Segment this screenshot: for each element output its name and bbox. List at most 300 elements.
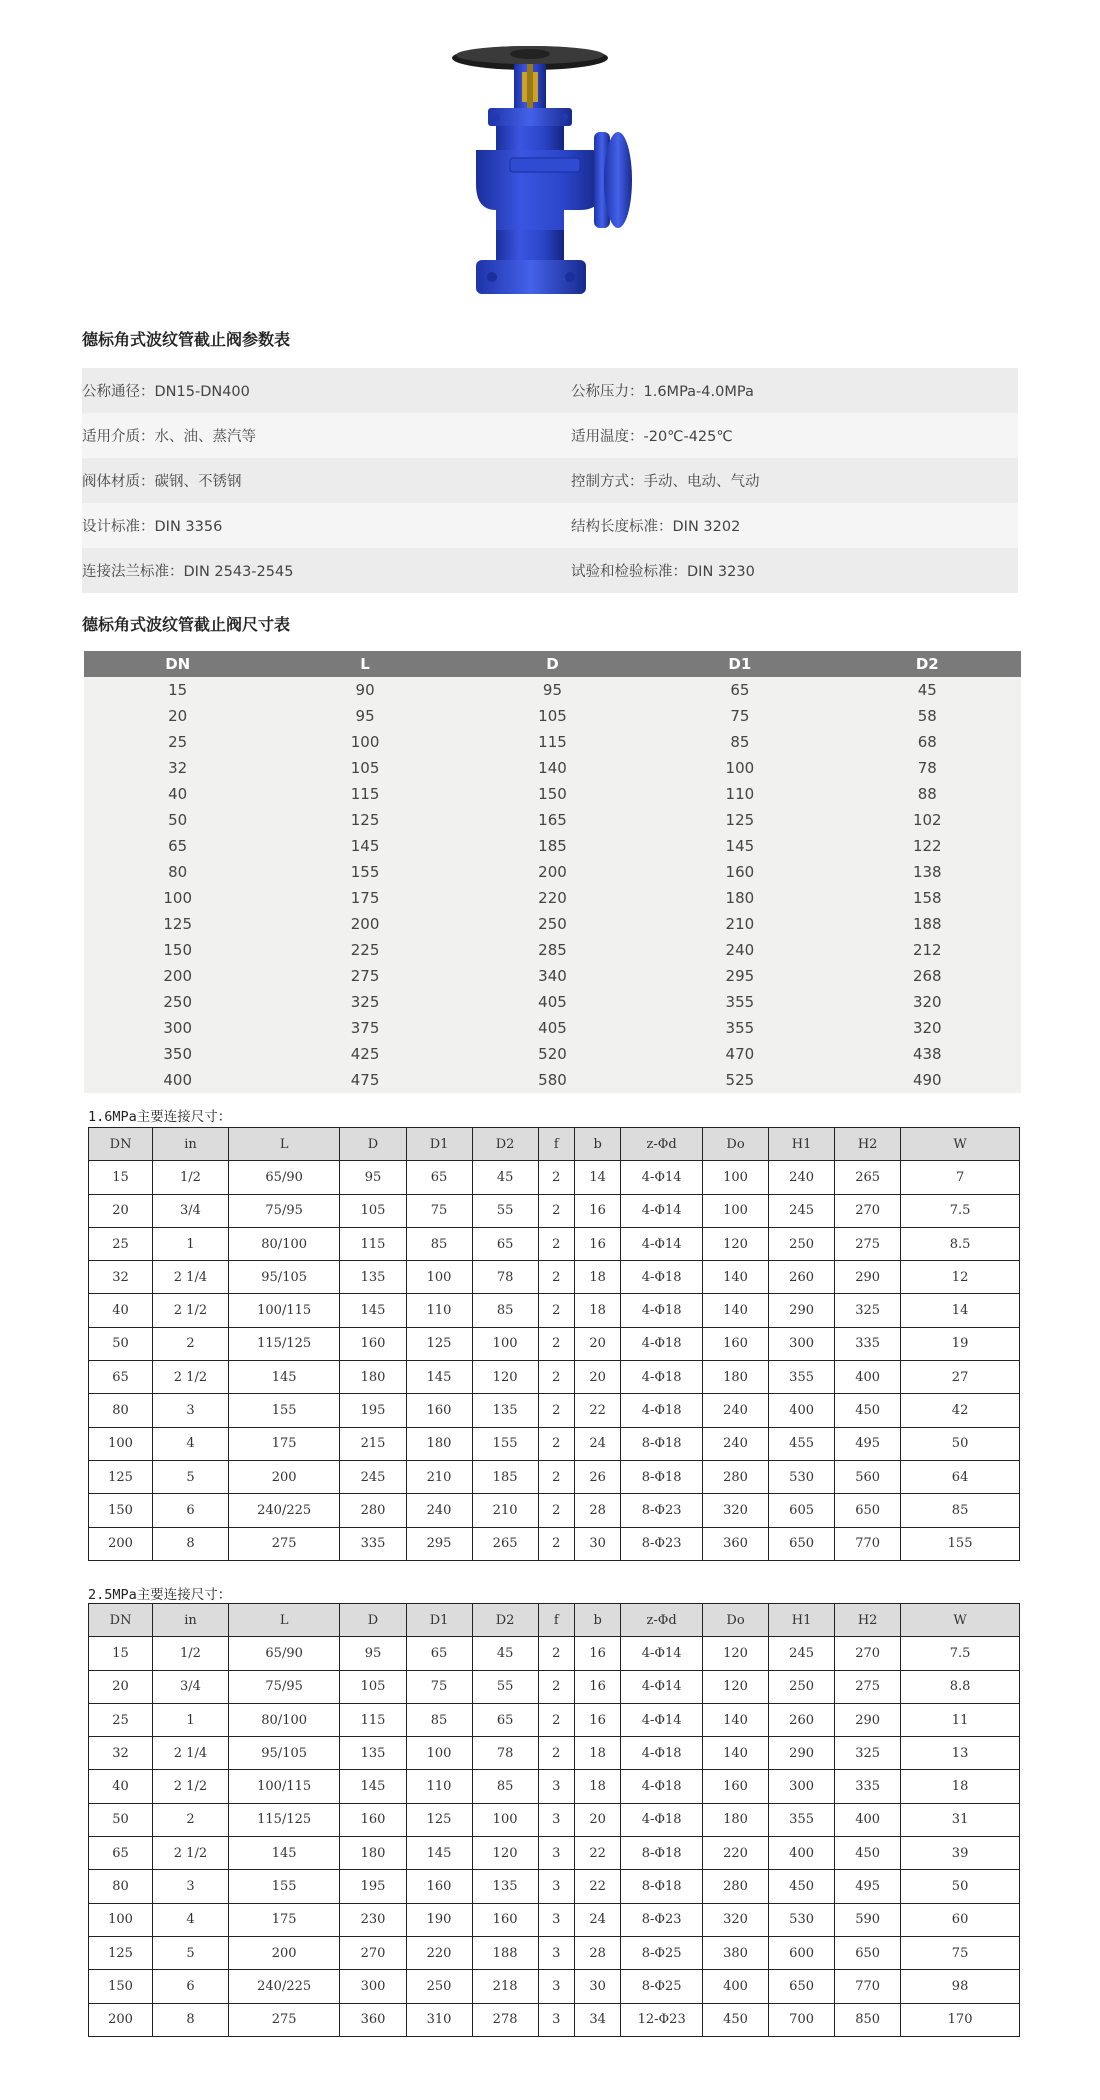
table-cell: 32 [89, 1261, 153, 1294]
table-cell: 30 [574, 1527, 620, 1560]
table-cell: 140 [703, 1703, 769, 1736]
param-cell: 适用温度：-20℃-425℃ [571, 429, 733, 445]
table-cell: 290 [769, 1294, 835, 1327]
table-cell: 64 [901, 1460, 1020, 1493]
table-cell: 380 [703, 1936, 769, 1969]
table-cell: 125 [84, 911, 271, 937]
table-cell: 65 [472, 1703, 538, 1736]
table-cell: 335 [835, 1327, 901, 1360]
column-header: Do [703, 1604, 769, 1637]
table-cell: 240 [769, 1161, 835, 1194]
table-cell: 150 [459, 781, 646, 807]
table-cell: 495 [835, 1870, 901, 1903]
table-cell: 65 [472, 1227, 538, 1260]
table-cell: 360 [703, 1527, 769, 1560]
table-row [84, 755, 1021, 781]
table-cell: 80 [89, 1870, 153, 1903]
table-cell: 2 [153, 1327, 229, 1360]
table-cell: 24 [574, 1903, 620, 1936]
table-cell: 20 [574, 1803, 620, 1836]
table-cell: 115 [340, 1703, 406, 1736]
table-cell: 140 [703, 1294, 769, 1327]
table-cell: 530 [769, 1460, 835, 1493]
table-cell: 7.5 [901, 1194, 1020, 1227]
table-cell: 20 [89, 1670, 153, 1703]
table-cell: 8 [153, 2003, 229, 2036]
pn16-table [88, 1127, 1020, 1561]
table-cell: 455 [769, 1427, 835, 1460]
table-cell: 42 [901, 1394, 1020, 1427]
table-cell: 2 [538, 1394, 574, 1427]
table-cell: 65/90 [228, 1161, 340, 1194]
table-cell: 2 [538, 1194, 574, 1227]
table-cell: 160 [646, 859, 833, 885]
table-cell: 2 [538, 1227, 574, 1260]
table-cell: 1/2 [153, 1637, 229, 1670]
table-cell: 3 [153, 1870, 229, 1903]
table-cell: 115 [271, 781, 458, 807]
table-cell: 155 [472, 1427, 538, 1460]
table-cell: 185 [472, 1460, 538, 1493]
table-row [89, 1670, 1020, 1703]
table-cell: 425 [271, 1041, 458, 1067]
table-row [89, 1970, 1020, 2003]
table-cell: 115/125 [228, 1803, 340, 1836]
table-cell: 4-Φ14 [621, 1703, 703, 1736]
table-cell: 270 [340, 1936, 406, 1969]
table-cell: 325 [835, 1737, 901, 1770]
table-cell: 8-Φ23 [621, 1903, 703, 1936]
table-cell: 180 [703, 1803, 769, 1836]
table-cell: 102 [834, 807, 1021, 833]
column-header: Do [703, 1128, 769, 1161]
table-cell: 2 [538, 1161, 574, 1194]
table-cell: 405 [459, 1015, 646, 1041]
table-row [84, 885, 1021, 911]
table-row [89, 1837, 1020, 1870]
dims-table [84, 651, 1021, 1093]
table-cell: 280 [703, 1870, 769, 1903]
table-cell: 275 [835, 1670, 901, 1703]
table-cell: 105 [271, 755, 458, 781]
column-header: b [574, 1604, 620, 1637]
table-cell: 650 [835, 1494, 901, 1527]
table-cell: 75/95 [228, 1670, 340, 1703]
table-cell: 60 [901, 1903, 1020, 1936]
table-row [89, 1194, 1020, 1227]
column-header: in [153, 1604, 229, 1637]
table-cell: 95/105 [228, 1737, 340, 1770]
table-row [84, 989, 1021, 1015]
table-cell: 240/225 [228, 1970, 340, 2003]
table-cell: 50 [901, 1427, 1020, 1460]
table-cell: 90 [271, 677, 458, 703]
param-row [82, 458, 1018, 503]
param-row [82, 548, 1018, 593]
table-cell: 560 [835, 1460, 901, 1493]
table-cell: 4-Φ18 [621, 1394, 703, 1427]
dims-table-title: 德标角式波纹管截止阀尺寸表 [82, 615, 291, 634]
table-cell: 295 [406, 1527, 472, 1560]
table-cell: 260 [769, 1261, 835, 1294]
table-row [89, 1394, 1020, 1427]
column-header: D1 [406, 1128, 472, 1161]
table-cell: 145 [228, 1361, 340, 1394]
table-cell: 12-Φ23 [621, 2003, 703, 2036]
table-cell: 8-Φ25 [621, 1970, 703, 2003]
table-cell: 15 [89, 1161, 153, 1194]
table-cell: 188 [834, 911, 1021, 937]
table-cell: 115 [340, 1227, 406, 1260]
table-row [89, 1903, 1020, 1936]
table-cell: 270 [835, 1637, 901, 1670]
table-cell: 15 [84, 677, 271, 703]
table-cell: 495 [835, 1427, 901, 1460]
table-cell: 100/115 [228, 1294, 340, 1327]
column-header: D2 [472, 1604, 538, 1637]
table-cell: 8-Φ18 [621, 1870, 703, 1903]
table-cell: 438 [834, 1041, 1021, 1067]
column-header: H1 [769, 1604, 835, 1637]
table-cell: 68 [834, 729, 1021, 755]
table-cell: 285 [459, 937, 646, 963]
table-cell: 50 [84, 807, 271, 833]
table-row [89, 1637, 1020, 1670]
table-row [89, 1294, 1020, 1327]
column-header: z-Φd [621, 1604, 703, 1637]
table-cell: 120 [703, 1637, 769, 1670]
table-cell: 95 [271, 703, 458, 729]
table-cell: 145 [646, 833, 833, 859]
table-row [84, 937, 1021, 963]
table-cell: 375 [271, 1015, 458, 1041]
table-cell: 600 [769, 1936, 835, 1969]
table-cell: 4 [153, 1903, 229, 1936]
table-cell: 45 [472, 1637, 538, 1670]
table-row [84, 1041, 1021, 1067]
table-cell: 275 [271, 963, 458, 989]
table-cell: 15 [89, 1637, 153, 1670]
table-cell: 65 [406, 1161, 472, 1194]
table-cell: 195 [340, 1394, 406, 1427]
table-cell: 200 [89, 2003, 153, 2036]
table-cell: 245 [340, 1460, 406, 1493]
table-cell: 78 [472, 1261, 538, 1294]
table-cell: 450 [835, 1837, 901, 1870]
table-cell: 25 [89, 1227, 153, 1260]
table-cell: 25 [89, 1703, 153, 1736]
table-cell: 5 [153, 1936, 229, 1969]
table-cell: 295 [646, 963, 833, 989]
table-cell: 200 [228, 1460, 340, 1493]
param-cell: 公称压力：1.6MPa-4.0MPa [571, 384, 754, 400]
column-header: f [538, 1604, 574, 1637]
table-row [89, 1936, 1020, 1969]
table-cell: 110 [646, 781, 833, 807]
table-cell: 20 [89, 1194, 153, 1227]
table-cell: 188 [472, 1936, 538, 1969]
table-cell: 3 [538, 1870, 574, 1903]
table-cell: 355 [646, 1015, 833, 1041]
table-cell: 220 [406, 1936, 472, 1969]
table-cell: 115 [459, 729, 646, 755]
table-cell: 16 [574, 1194, 620, 1227]
table-cell: 180 [340, 1361, 406, 1394]
table-cell: 300 [769, 1770, 835, 1803]
table-cell: 100 [84, 885, 271, 911]
table-row [84, 963, 1021, 989]
table-cell: 195 [340, 1870, 406, 1903]
table-cell: 268 [834, 963, 1021, 989]
table-cell: 40 [89, 1770, 153, 1803]
table-cell: 100 [472, 1803, 538, 1836]
table-cell: 2 [538, 1327, 574, 1360]
table-cell: 145 [340, 1294, 406, 1327]
table-cell: 8-Φ18 [621, 1837, 703, 1870]
table-row [84, 729, 1021, 755]
table-cell: 160 [406, 1870, 472, 1903]
table-cell: 135 [340, 1261, 406, 1294]
table-cell: 2 1/2 [153, 1294, 229, 1327]
table-cell: 155 [228, 1394, 340, 1427]
table-cell: 145 [340, 1770, 406, 1803]
table-cell: 13 [901, 1737, 1020, 1770]
table-cell: 400 [769, 1394, 835, 1427]
table-cell: 1/2 [153, 1161, 229, 1194]
table-cell: 160 [340, 1327, 406, 1360]
table-cell: 650 [835, 1936, 901, 1969]
table-cell: 18 [574, 1737, 620, 1770]
table-cell: 180 [406, 1427, 472, 1460]
table-cell: 122 [834, 833, 1021, 859]
table-cell: 650 [769, 1527, 835, 1560]
param-cell: 控制方式：手动、电动、气动 [571, 474, 760, 490]
column-header: W [901, 1604, 1020, 1637]
table-cell: 355 [646, 989, 833, 1015]
table-cell: 135 [472, 1394, 538, 1427]
table-cell: 55 [472, 1194, 538, 1227]
table-cell: 145 [228, 1837, 340, 1870]
table-cell: 350 [84, 1041, 271, 1067]
table-cell: 100 [89, 1427, 153, 1460]
table-cell: 2 [538, 1527, 574, 1560]
table-cell: 4-Φ14 [621, 1670, 703, 1703]
table-cell: 80 [84, 859, 271, 885]
table-cell: 20 [574, 1361, 620, 1394]
table-cell: 160 [472, 1903, 538, 1936]
table-cell: 4-Φ18 [621, 1361, 703, 1394]
table-cell: 135 [472, 1870, 538, 1903]
table-cell: 158 [834, 885, 1021, 911]
table-cell: 110 [406, 1294, 472, 1327]
table-cell: 355 [769, 1361, 835, 1394]
table-cell: 300 [340, 1970, 406, 2003]
table-cell: 450 [769, 1870, 835, 1903]
table-cell: 145 [271, 833, 458, 859]
table-cell: 320 [834, 1015, 1021, 1041]
table-cell: 175 [271, 885, 458, 911]
table-cell: 160 [703, 1770, 769, 1803]
table-cell: 8 [153, 1527, 229, 1560]
table-cell: 275 [228, 1527, 340, 1560]
table-row [89, 1261, 1020, 1294]
table-cell: 2 1/2 [153, 1770, 229, 1803]
column-header: f [538, 1128, 574, 1161]
table-cell: 19 [901, 1327, 1020, 1360]
table-cell: 160 [406, 1394, 472, 1427]
table-cell: 320 [703, 1494, 769, 1527]
table-cell: 165 [459, 807, 646, 833]
table-cell: 125 [406, 1803, 472, 1836]
column-header: z-Φd [621, 1128, 703, 1161]
table-cell: 200 [84, 963, 271, 989]
table-cell: 1 [153, 1227, 229, 1260]
table-cell: 200 [89, 1527, 153, 1560]
table-cell: 215 [340, 1427, 406, 1460]
table-cell: 280 [340, 1494, 406, 1527]
table-cell: 400 [769, 1837, 835, 1870]
table-cell: 75 [646, 703, 833, 729]
table-cell: 8.8 [901, 1670, 1020, 1703]
table-cell: 3 [538, 1837, 574, 1870]
table-cell: 22 [574, 1837, 620, 1870]
column-header: D [459, 651, 646, 677]
column-header: D [340, 1604, 406, 1637]
param-row [82, 413, 1018, 458]
table-cell: 470 [646, 1041, 833, 1067]
table-row [89, 1361, 1020, 1394]
table-cell: 78 [834, 755, 1021, 781]
column-header: D2 [472, 1128, 538, 1161]
table-cell: 2 [538, 1737, 574, 1770]
table-cell: 770 [835, 1527, 901, 1560]
table-cell: 140 [703, 1261, 769, 1294]
table-cell: 85 [472, 1294, 538, 1327]
table-cell: 2 [538, 1703, 574, 1736]
table-cell: 490 [834, 1067, 1021, 1093]
table-cell: 88 [834, 781, 1021, 807]
table-cell: 140 [459, 755, 646, 781]
table-cell: 400 [835, 1361, 901, 1394]
table-cell: 160 [340, 1803, 406, 1836]
table-cell: 3 [538, 1903, 574, 1936]
table-cell: 280 [703, 1460, 769, 1493]
table-cell: 580 [459, 1067, 646, 1093]
table-cell: 240 [703, 1394, 769, 1427]
table-cell: 2 [538, 1261, 574, 1294]
table-cell: 300 [769, 1327, 835, 1360]
column-header: W [901, 1128, 1020, 1161]
table-cell: 210 [472, 1494, 538, 1527]
table-cell: 160 [703, 1327, 769, 1360]
table-cell: 18 [574, 1261, 620, 1294]
column-header: in [153, 1128, 229, 1161]
table-cell: 45 [472, 1161, 538, 1194]
table-cell: 80/100 [228, 1227, 340, 1260]
table-cell: 218 [472, 1970, 538, 2003]
table-cell: 270 [835, 1194, 901, 1227]
table-cell: 50 [89, 1803, 153, 1836]
table-cell: 34 [574, 2003, 620, 2036]
table-cell: 450 [703, 2003, 769, 2036]
table-cell: 28 [574, 1936, 620, 1969]
table-cell: 50 [901, 1870, 1020, 1903]
table-cell: 105 [459, 703, 646, 729]
table-cell: 75 [406, 1670, 472, 1703]
table-cell: 100 [406, 1261, 472, 1294]
table-cell: 24 [574, 1427, 620, 1460]
table-cell: 300 [84, 1015, 271, 1041]
table-cell: 85 [646, 729, 833, 755]
table-cell: 250 [769, 1670, 835, 1703]
table-cell: 340 [459, 963, 646, 989]
table-cell: 18 [901, 1770, 1020, 1803]
table-cell: 278 [472, 2003, 538, 2036]
column-header: L [271, 651, 458, 677]
table-cell: 125 [646, 807, 833, 833]
table-cell: 400 [703, 1970, 769, 2003]
table-cell: 6 [153, 1494, 229, 1527]
table-cell: 4-Φ18 [621, 1294, 703, 1327]
table-cell: 200 [271, 911, 458, 937]
table-cell: 4-Φ18 [621, 1770, 703, 1803]
table-cell: 4-Φ18 [621, 1327, 703, 1360]
table-cell: 200 [228, 1936, 340, 1969]
table-cell: 4-Φ18 [621, 1803, 703, 1836]
params-table-title: 德标角式波纹管截止阀参数表 [82, 330, 291, 349]
table-cell: 275 [835, 1227, 901, 1260]
table-cell: 14 [901, 1294, 1020, 1327]
table-cell: 145 [406, 1837, 472, 1870]
table-cell: 65 [89, 1361, 153, 1394]
table-cell: 100 [406, 1737, 472, 1770]
table-cell: 2 [538, 1294, 574, 1327]
param-cell: 设计标准：DIN 3356 [82, 519, 223, 535]
table-cell: 28 [574, 1494, 620, 1527]
table-cell: 22 [574, 1394, 620, 1427]
table-cell: 450 [835, 1394, 901, 1427]
table-cell: 180 [340, 1837, 406, 1870]
table-cell: 95 [459, 677, 646, 703]
param-cell: 结构长度标准：DIN 3202 [571, 519, 741, 535]
param-cell: 连接法兰标准：DIN 2543-2545 [82, 564, 294, 580]
table-cell: 100 [472, 1327, 538, 1360]
table-cell: 150 [89, 1970, 153, 2003]
param-row [82, 368, 1018, 413]
table-row [84, 703, 1021, 729]
table-cell: 170 [901, 2003, 1020, 2036]
table-cell: 95 [340, 1637, 406, 1670]
table-cell: 2 1/4 [153, 1737, 229, 1770]
table-cell: 125 [271, 807, 458, 833]
table-row [89, 2003, 1020, 2036]
table-cell: 58 [834, 703, 1021, 729]
table-cell: 32 [84, 755, 271, 781]
table-cell: 210 [406, 1460, 472, 1493]
table-cell: 16 [574, 1703, 620, 1736]
table-cell: 80/100 [228, 1703, 340, 1736]
table-cell: 115/125 [228, 1327, 340, 1360]
table-row [84, 1067, 1021, 1093]
table-cell: 4-Φ14 [621, 1161, 703, 1194]
table-row [84, 1015, 1021, 1041]
table-cell: 250 [406, 1970, 472, 2003]
table-cell: 2 1/4 [153, 1261, 229, 1294]
table-cell: 230 [340, 1903, 406, 1936]
table-cell: 65 [406, 1637, 472, 1670]
column-header: D1 [646, 651, 833, 677]
table-cell: 100 [703, 1161, 769, 1194]
